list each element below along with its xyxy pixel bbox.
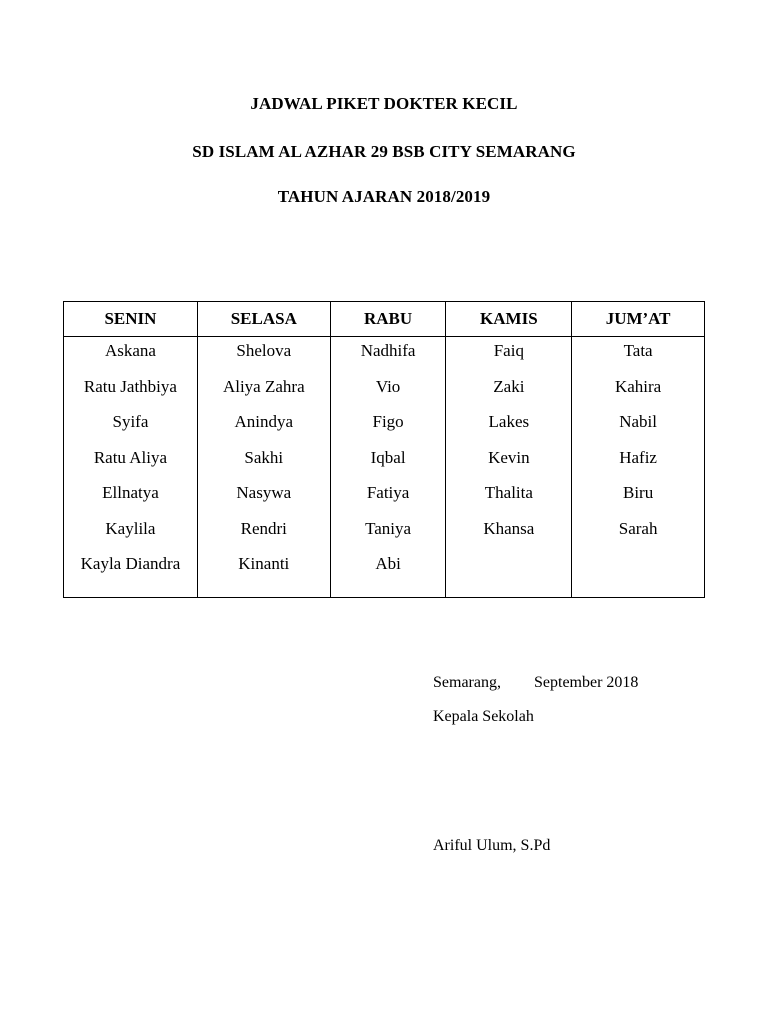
student-name: Anindya <box>234 412 294 431</box>
student-name: Thalita <box>484 483 533 502</box>
friday-names-cell <box>572 337 705 598</box>
student-name: Kahira <box>614 376 662 396</box>
tuesday-names-cell <box>197 337 330 598</box>
student-name: Kinanti <box>238 554 290 573</box>
student-name: Figo <box>372 412 404 431</box>
signatory-name: Ariful Ulum, S.Pd <box>433 837 551 854</box>
academic-year: TAHUN AJARAN 2018/2019 <box>277 187 491 206</box>
student-name: Taniya <box>365 518 412 538</box>
student-name: Nasywa <box>236 483 292 502</box>
student-name: Tata <box>623 341 653 360</box>
signature-date: September 2018 <box>534 674 639 691</box>
column-header-thursday: KAMIS <box>446 302 572 337</box>
student-name: Faiq <box>493 341 524 360</box>
student-name: Kaylila <box>105 518 156 538</box>
monday-names-cell <box>64 337 198 598</box>
student-name: Shelova <box>236 341 292 360</box>
column-header-wednesday: RABU <box>330 302 446 337</box>
document-title: JADWAL PIKET DOKTER KECIL <box>250 94 518 113</box>
student-name: Ratu Aliya <box>93 447 168 467</box>
student-name: Nabil <box>619 412 657 431</box>
student-name: Khansa <box>483 518 535 538</box>
signature-role: Kepala Sekolah <box>433 708 534 725</box>
table-header-row <box>64 302 705 337</box>
column-header-friday: JUM’AT <box>572 302 705 337</box>
student-name: Aliya Zahra <box>222 376 305 396</box>
student-name: Kevin <box>488 447 530 467</box>
student-name: Rendri <box>240 518 287 538</box>
student-name: Abi <box>375 554 401 573</box>
student-name: Fatiya <box>366 483 410 502</box>
student-name: Sarah <box>618 518 658 538</box>
wednesday-names-cell <box>330 337 446 598</box>
student-name: Kayla Diandra <box>80 554 181 573</box>
duty-schedule-table <box>63 301 705 598</box>
school-name: SD ISLAM AL AZHAR 29 BSB CITY SEMARANG <box>192 142 576 161</box>
student-name: Hafiz <box>619 447 657 467</box>
student-name: Zaki <box>493 376 525 396</box>
student-name: Nadhifa <box>360 341 416 360</box>
student-name: Ratu Jathbiya <box>83 376 177 396</box>
student-name: Syifa <box>112 412 149 431</box>
student-name: Iqbal <box>370 447 406 467</box>
student-name: Askana <box>104 341 156 360</box>
student-name: Sakhi <box>244 447 284 467</box>
student-name: Ellnatya <box>102 483 159 502</box>
student-name: Lakes <box>488 412 530 431</box>
student-name: Vio <box>375 376 401 396</box>
table-body-row <box>64 337 705 598</box>
signature-place: Semarang, <box>433 674 501 691</box>
column-header-tuesday: SELASA <box>197 302 330 337</box>
student-name: Biru <box>622 483 654 502</box>
thursday-names-cell <box>446 337 572 598</box>
column-header-monday: SENIN <box>64 302 198 337</box>
